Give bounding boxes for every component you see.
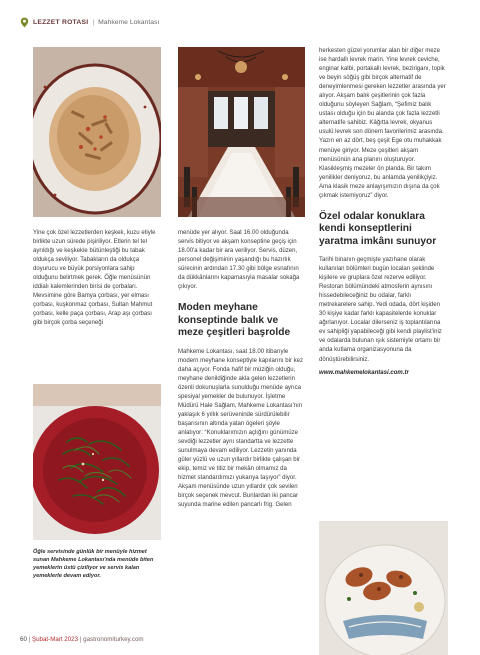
paragraph: Yine çok özel lezzetlerden keşkek, kuzu etiyle birlikte uzun sürede pişiriliyor. Etlerin tel tel ayrıldığı ve keşkekle bütünleştiği bu tabak oldukça seviliyor. Tabakların da oldukça doyurucu ve büyük porsiyonlara sahip olduğunu belirtmek gerek. Öğle menüsünün iddialı kalemlerinden birisi de çorbaları. Mevsimine göre Bamya çorbası, yer elması çorbası, kuşkonmaz çorbası, Sultan Mahmut çorbası, kelle paça çorbası, Arap aşı çorbası gibi birçok çorba seçeneği [33,230,156,327]
section-heading: Özel odalar konuklara kendi konseptlerini yaratma imkânı sunuyor [319,210,437,247]
page-number: 60 [20,636,27,643]
paragraph: menüde yer alıyor. Saat 16.00 olduğunda servis bitiyor ve akşam konseptine geçiş için 18.00'a kadar bir ara veriliyor. Servis, düzen, personel değişiminin yaşandığı bu hazırlık sürecinin ardından 17.30 gibi bölge esnafının da dükkânlarını kapamasıyla masalar sokağa çıkıyor. [178,230,300,291]
footer-separator: | [79,636,82,643]
keskek-plate-photo [33,47,161,217]
paragraph: Tarihi binanın geçmişte yazıhane olarak kullanılan bölümleri bugün locaları şeklinde kişilere ve gruplara özel rezerve ediliyor. Restoran bölümündeki atmosferin aynısını hissedebileceğiniz bu odalar, farklı metrekarelere sahip. Yedi odada, dört kişiden 30 kişiye kadar farklı kapasitelerde konuklar ağırlanıyor. Localar dilerseniz iş toplantılarına ev sahipliği yapabileceği gibi kendi playlist'iniz ve odalarda bulunan ışık sistemiyle ortamı bir anda kutlama organizasyonuna da dönüştürebilirsiniz. [319,257,442,363]
section-subtitle: Mahkeme Lokantası [98,18,160,26]
footer-separator: | [28,636,31,643]
location-pin-icon [20,17,29,28]
restaurant-interior-photo [178,47,305,217]
greens-dish-photo [33,384,161,540]
section-header [20,16,159,28]
issue-date: Şubat-Mart 2023 [31,636,79,643]
website-url[interactable]: www.mahkemelokantasi.com.tr [319,369,409,376]
meze-plate-photo [319,521,448,655]
photo-caption: Öğle servisinde günlük bir menüyle hizmet sunan Mahkeme Lokantası'nda menüde biten yemeklerin üstü çiziliyor ve servis kalan yemeklerle devam ediyor. [33,549,154,579]
section-heading: Moden meyhane konseptinde balık ve meze çeşitleri başrolde [178,302,291,339]
header-separator: | [92,18,95,26]
paragraph: herkesten güzel yorumlar alan bir diğer meze ise hardallı levrek marin. Yine levrek ceviche, enginar kalbi, portakallı levrek, beziriganı, topik ve beyin söğüş gibi birçok alternatif de deneyimlenmesi gereken lezzetler arasında yer alıyor. Akşam balık çeşitlerinin çok fazla olduğunu söyleyen Sağlam, “Şefimiz balık ustası olduğu için bu alanda çok fazla lezzetli alternatife sahibiz. Kâğıtta levrek, okyanus usulü levrek son dönem favorilerimiz arasında. Yazın en az dört, beş çeşit Ege otu muhakkak menüye giriyor. Meze çeşitleri akşam menüsünün ana planını oluşturuyor. Klasikleşmiş mezeler ön planda. Bir takım yenilikler deniyoruz, bu anlamda yenilikçiyiz. Ama klasik meze anlayışımızın dışına da çok çıkmak istemiyoruz” diyor. [319,48,446,199]
section-title: LEZZET ROTASI [33,18,89,26]
page-footer [20,636,144,643]
column-2-text [178,229,305,510]
paragraph: Mahkeme Lokantası, saat 18.00 itibarıyle modern meyhane konseptiyle kapılarını bir kez daha açıyor. Fonda hafif bir müziğin olduğu, meyhane denildiğinde akla gelen lezzetlerin özenli dokunuşlarla sunulduğu menüde ayrıca spesiyal yemekler de bulunuyor. İşletme Müdürü Hale Sağlam, Mahkeme Lokantası'nın yaklaşık 6 yıllık serüveninde sürdürülebilir başarısının altında yatan ögeleri şöyle anlatıyor: “Konuklarımızın açlığını günümüze sevdiği lezzetler aynı standartta ve lezzette sunulmaya devam ediliyor. Lezzetin yanında güler yüzlü ve uzun yıllardır birlikte çalışan bir ekip, temiz ve titiz bir mekân olmamız da hizmet standardımızı yukarıya taşıyor” diyor. Akşam menüsünde uzun yıllardır çok sevilen birçok seçenek mevcut. Bunlardan iki pancar suyunda marine edilen pancarlı frig. Gelen [178,348,304,509]
column-3-text [319,47,448,378]
footer-website[interactable]: gastronomiturkey.com [83,636,144,643]
column-1-text [33,229,161,329]
